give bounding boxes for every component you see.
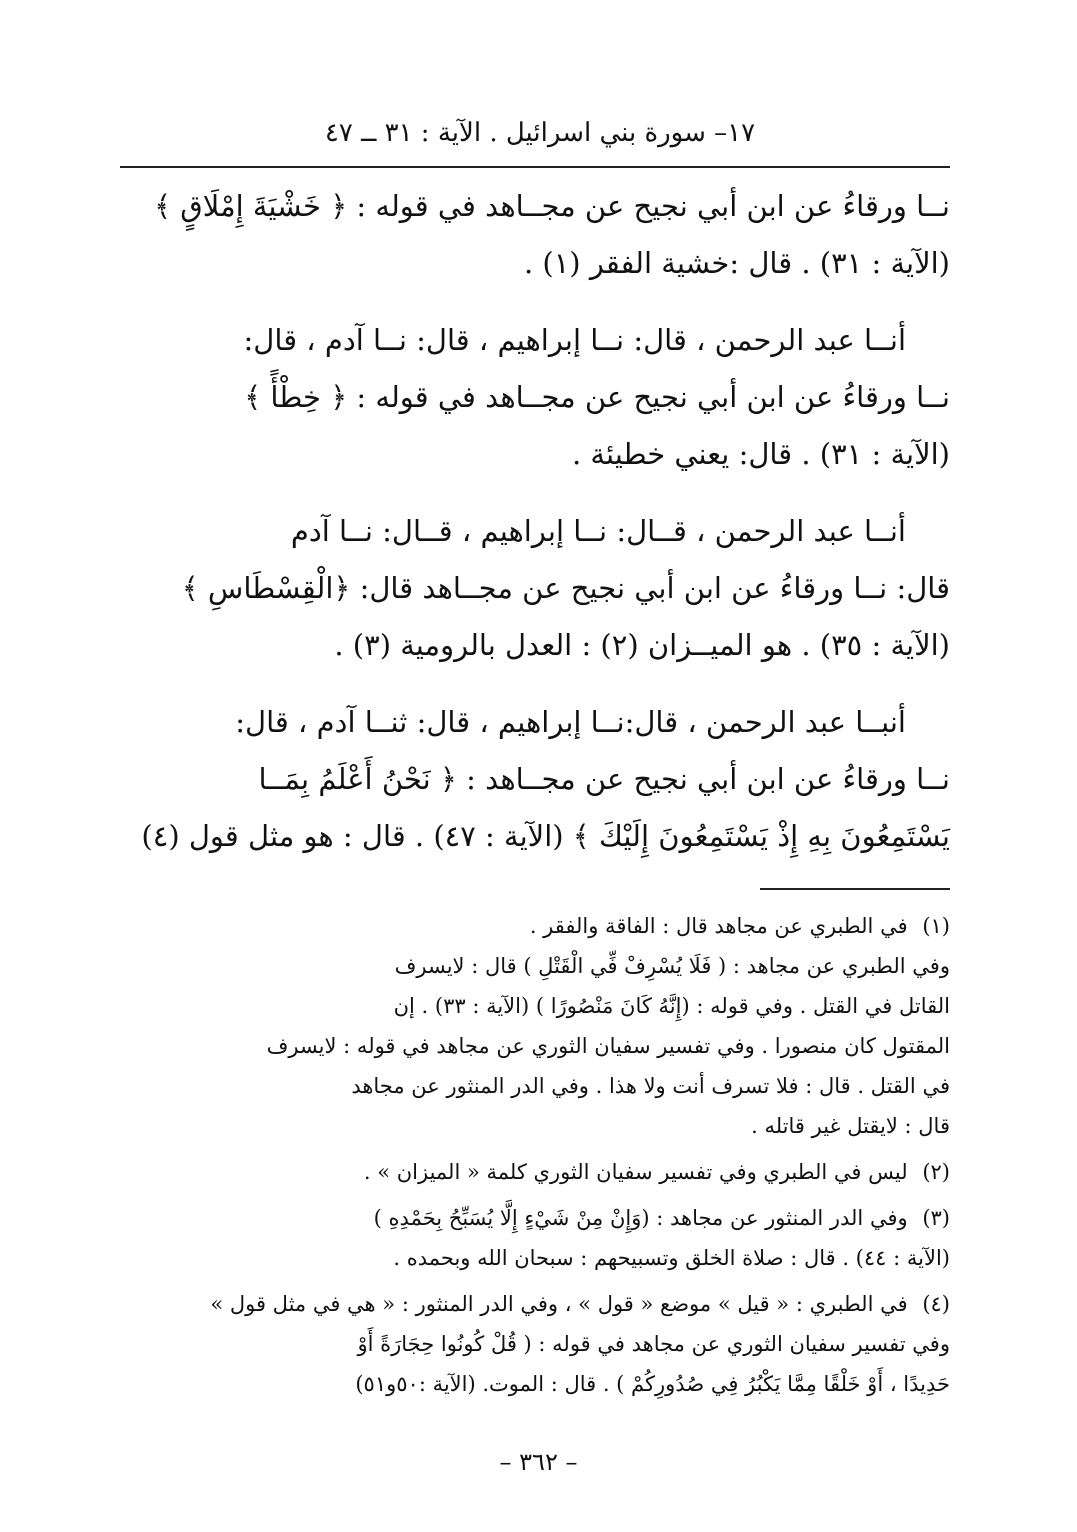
footnote-2 [120,1152,950,1192]
footnote-line: القاتل في القتل . وفي قوله : (إِنَّهُ كَانَ مَنْصُورًا ) (الآية : ٣٣) . إن [393,994,950,1018]
footnote-line: قال : لايقتل غير قاتله . [751,1114,950,1138]
body-line: نــا ورقاءُ عن ابن أبي نجيح عن مجــاهد : ﴿ نَحْنُ أَعْلَمُ بِمَــا [258,762,950,796]
footnote-line: (الآية : ٤٤) . قال : صلاة الخلق وتسبيحهم : سبحان الله وبحمده . [393,1246,950,1270]
footnote-line: في الطبري عن مجاهد قال : الفاقة والفقر . [529,914,908,938]
footnote-line: وفي الدر المنثور عن مجاهد : (وَإِنْ مِنْ شَيْءٍ إِلَّا يُسَبِّحُ بِحَمْدِهِ ) [373,1206,908,1230]
footnote-line: وفي الطبري عن مجاهد : ( فَلَا يُسْرِفْ فِّي الْقَتْلِ ) قال : لايسرف [394,954,950,978]
body-line: (الآية : ٣٥) . هو الميــزان (٢) : العدل بالرومية (٣) . [334,628,950,662]
body-line: نــا ورقاءُ عن ابن أبي نجيح عن مجــاهد في قوله : ﴿ خِطْأً ﴾ [244,380,950,414]
footnote-line: ليس في الطبري وفي تفسير سفيان الثوري كلمة « الميزان » . [363,1160,908,1184]
page-number: – ٣٦٢ – [499,1448,578,1476]
paragraph-1 [120,178,950,292]
footnote-line: في الطبري : « قيل » موضع « قول » ، وفي الدر المنثور : « هي في مثل قول » [210,1292,908,1316]
body-line: أنبــا عبد الرحمن ، قال:نــا إبراهيم ، قال: ثنــا آدم ، قال: [235,705,906,739]
running-header: ١٧– سورة بني اسرائيل . الآية : ٣١ ــ ٤٧ [324,118,756,148]
footnote-rule [760,888,950,890]
footnote-number: (٤) [922,1292,950,1316]
footnotes [120,906,950,1410]
body-line: نــا ورقاءُ عن ابن أبي نجيح عن مجــاهد في قوله : ﴿ خَشْيَةَ إِمْلَاقٍ ﴾ [154,189,950,223]
footnote-number: (٢) [922,1160,950,1184]
footnote-line: في القتل . قال : فلا تسرف أنت ولا هذا . وفي الدر المنثور عن مجاهد [351,1074,950,1098]
header-rule [120,166,950,168]
footnote-line: وفي تفسير سفيان الثوري عن مجاهد في قوله : ( قُلْ كُونُوا حِجَارَةً أَوْ [357,1332,950,1356]
paragraph-3 [120,503,950,674]
body-line: أنــا عبد الرحمن ، قال: نــا إبراهيم ، قال: نــا آدم ، قال: [243,323,906,357]
footnote-1 [120,906,950,1146]
footnote-4 [120,1284,950,1404]
body-line: أنــا عبد الرحمن ، قــال: نــا إبراهيم ، قــال: نــا آدم [290,514,906,548]
body-line: (الآية : ٣١) . قال :خشية الفقر (١) . [523,246,950,280]
body-line: يَسْتَمِعُونَ بِهِ إِذْ يَسْتَمِعُونَ إِلَيْكَ ﴾ (الآية : ٤٧) . قال : هو مثل قول (٤) [141,819,950,853]
footnote-number: (١) [922,914,950,938]
body-line: قال: نــا ورقاءُ عن ابن أبي نجيح عن مجــاهد قال: ﴿الْقِسْطَاسِ ﴾ [181,571,950,605]
footnote-line: حَدِيدًا ، أَوْ خَلْقًا مِمَّا يَكْبُرُ فِي صُدُورِكُمْ ) . قال : الموت. (الآية :٥٠و٥١) [355,1372,950,1396]
footnote-number: (٣) [922,1206,950,1230]
paragraph-2 [120,312,950,483]
footnote-line: المقتول كان منصورا . وفي تفسير سفيان الثوري عن مجاهد في قوله : لايسرف [266,1034,950,1058]
paragraph-4 [120,694,950,865]
body-text [120,178,950,865]
footnote-3 [120,1198,950,1278]
body-line: (الآية : ٣١) . قال: يعني خطيئة . [571,437,950,471]
